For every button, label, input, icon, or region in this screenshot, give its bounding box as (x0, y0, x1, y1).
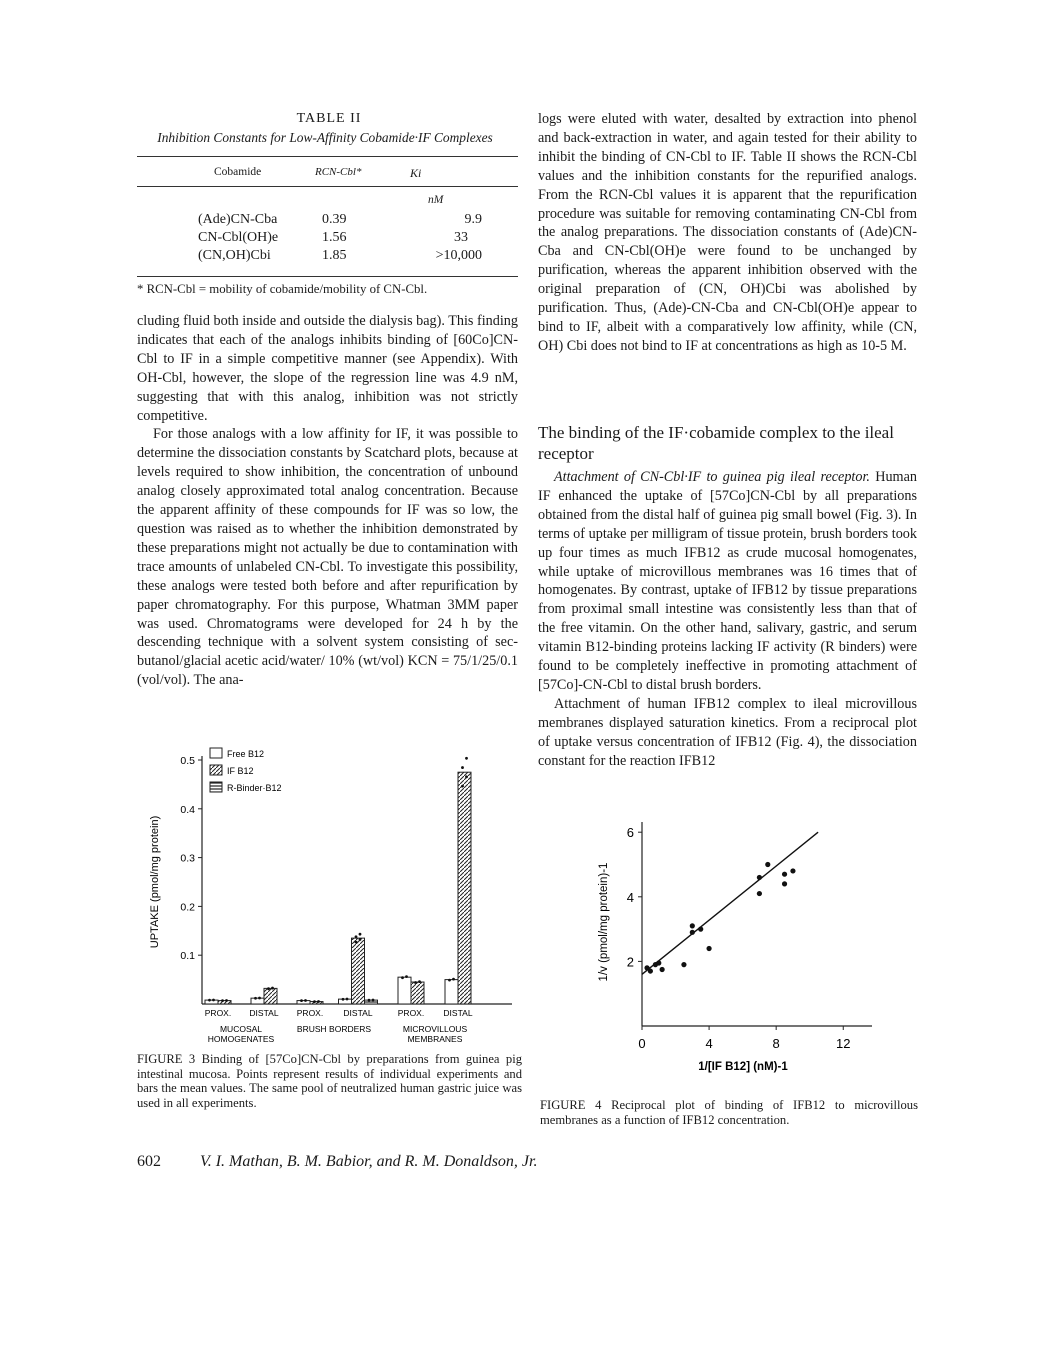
data-point (355, 941, 358, 944)
data-point (782, 872, 787, 877)
data-point (690, 930, 695, 935)
group-label: MICROVILLOUS (402, 1024, 468, 1034)
bar (365, 1000, 378, 1004)
x-tick-label: PROX. (204, 1008, 232, 1018)
figure-3-caption: FIGURE 3 Binding of [57Co]CN-Cbl by preparations from guinea pig intestinal mucosa. Points represent results of individual experiments and bars the mean values. The same pool of neutralized human gastric juice was used in all experiments. (137, 1052, 522, 1110)
right-column-text-2 (538, 468, 917, 771)
group-label: MUCOSAL (219, 1024, 263, 1034)
x-tick-label: PROX. (397, 1008, 425, 1018)
bar (445, 980, 458, 1004)
x-tick-label: 12 (836, 1036, 851, 1051)
table-header-ki: Ki (410, 166, 422, 180)
y-axis-label: 1/v (pmol/mg protein)-1 (598, 862, 610, 982)
section-heading: The binding of the IF·cobamide complex to the ileal receptor (538, 423, 894, 463)
x-tick-label: DISTAL (343, 1008, 373, 1018)
bar (205, 1000, 218, 1004)
data-point (317, 1000, 320, 1003)
data-point (656, 960, 661, 965)
bar (297, 1001, 310, 1004)
data-point (681, 962, 686, 967)
bar (398, 977, 411, 1004)
paragraph: For those analogs with a low affinity for IF, it was possible to determine the dissociation constants by Scatchard plots, because at levels required to show inhibition, the concentration of unbound analog closely approximated total analog concentration. Because the apparent affinity of these compounds for IF was so low, the question was raised as to whether the inhibition demonstrated by these preparations might not actually be due to contamination with trace amounts of unlabeled CN-Cbl. To investigate this possibility, these analogs were tested both before and after repurification by paper chromatography. For this purpose, Whatman 3MM paper was used. Chromatograms were developed for 24 h by the descending technique with a solvent system consisting of sec-butanol/glacial acetic acid/water/ 10% (wt/vol) KCN = 75/1/25/0.1 (vol/vol). The ana- (137, 426, 518, 689)
y-tick-label: 0.2 (180, 901, 195, 914)
footer-authors: V. I. Mathan, B. M. Babior, and R. M. Donaldson, Jr. (200, 1153, 538, 1170)
data-point (790, 868, 795, 873)
y-tick-label: 4 (626, 889, 634, 905)
left-column-text (137, 312, 518, 690)
y-tick-label: 0.1 (180, 950, 195, 963)
data-point (355, 935, 358, 938)
group-label: BRUSH BORDERS (296, 1024, 372, 1034)
data-point (452, 978, 455, 981)
data-point (465, 775, 468, 778)
figure-3-chart (140, 740, 530, 1052)
table-body (198, 211, 482, 265)
data-point (461, 785, 464, 788)
legend-label: R-Binder·B12 (227, 783, 282, 793)
paragraph: logs were eluted with water, desalted by extraction into phenol and back-extraction in water, and again tested for their ability to inhibit the binding of CN-Cbl to IF. Table II shows the RCN-Cbl values and the inhibition constants for the repurified analogs. From the RCN-Cbl values it is apparent that the repurification procedure was suitable for removing contaminating CN-Cbl from the analog preparations. The dissociation constants of (Ade)CN-Cba and CN-Cbl(OH)e were found to be unchanged by purification, whereas the apparent inhibition observed with the original preparation of (CN, OH)Cbi was abolished by purification. Thus, (Ade)-CN-Cba and CN-Cbl(OH)e appear to bind to IF, albeit with a comparatively low affinity, while (CN, OH) Cbi does not bind to IF at concentrations as high as 10-5 M. (538, 111, 917, 354)
bar (218, 1001, 231, 1004)
y-tick-label: 0.5 (180, 755, 195, 767)
data-point (225, 999, 228, 1002)
data-point (461, 766, 464, 769)
legend-label: IF B12 (227, 766, 254, 776)
bar (352, 938, 365, 1004)
legend-swatch (210, 765, 222, 775)
legend-label: Free B12 (227, 749, 265, 759)
table-footnote: * RCN-Cbl = mobility of cobamide/mobility of CN-Cbl. (137, 282, 428, 296)
data-point (648, 968, 653, 973)
data-point (254, 997, 257, 1000)
paragraph: cluding fluid both inside and outside the dialysis bag). This finding indicates that each of the analogs inhibits binding of [60Co]CN-Cbl to IF in a simple competitive manner (see Appendix). With OH-Cbl, however, the slope of the regression line was 4.9 nM, suggesting that with this analog, inhibition was not strictly competitive. (137, 313, 518, 424)
data-point (698, 927, 703, 932)
group-label: MEMBRANES (407, 1034, 463, 1044)
data-point (342, 998, 345, 1001)
data-point (258, 997, 261, 1000)
bar (251, 998, 264, 1004)
group-label: HOMOGENATES (207, 1034, 275, 1044)
bar (339, 999, 352, 1004)
x-tick-label: PROX. (296, 1008, 324, 1018)
data-point (690, 923, 695, 928)
data-point (212, 999, 215, 1002)
data-point (368, 999, 371, 1002)
figure-4-chart (585, 812, 885, 1088)
x-tick-label: DISTAL (249, 1008, 279, 1018)
regression-line (642, 832, 818, 974)
paragraph: Attachment of CN-Cbl·IF to guinea pig ileal receptor. Human IF enhanced the uptake of [57Co]CN-Cbl by all preparations obtained from the distal half of guinea pig small bowel (Fig. 3). In terms of uptake per milligram of tissue protein, brush borders took up four times as much IFB12 as crude mucosal homogenates, while uptake of microvillous membranes was 16 times that of homogenates. By contrast, uptake of IFB12 by tissue preparations from proximal small intestine was consistently less than that of the free vitamin. On the other hand, salivary, gastric, and serum vitamin B12-binding proteins lacking IF activity (R binders) were found to be completely ineffective in promoting attachment of [57Co]-CN-Cbl to distal brush borders. (538, 469, 917, 693)
page-number: 602 (137, 1153, 161, 1170)
data-point (359, 933, 362, 936)
data-point (757, 875, 762, 880)
data-point (405, 975, 408, 978)
data-point (782, 881, 787, 886)
x-tick-label: 8 (772, 1036, 780, 1051)
legend-swatch (210, 782, 222, 792)
y-tick-label: 2 (626, 954, 634, 970)
data-point (765, 862, 770, 867)
data-point (372, 999, 375, 1002)
y-tick-label: 6 (626, 825, 634, 841)
data-point (267, 987, 270, 990)
data-point (208, 999, 211, 1002)
y-axis-label: UPTAKE (pmol/mg protein) (149, 815, 161, 949)
data-point (448, 979, 451, 982)
data-point (304, 999, 307, 1002)
table-row: (Ade)CN-Cba 0.39 9.9 (198, 212, 482, 227)
figure-4-caption: FIGURE 4 Reciprocal plot of binding of IFB12 to microvillous membranes as a function of IFB12 concentration. (540, 1098, 918, 1127)
data-point (359, 938, 362, 941)
data-point (706, 946, 711, 951)
bar (310, 1002, 323, 1004)
bar (264, 988, 277, 1004)
x-tick-label: DISTAL (443, 1008, 473, 1018)
data-point (313, 1000, 316, 1003)
x-tick-label: 0 (638, 1036, 646, 1051)
x-axis-label: 1/[IF B12] (nM)-1 (698, 1061, 788, 1073)
data-point (757, 891, 762, 896)
data-point (465, 757, 468, 760)
data-point (660, 967, 665, 972)
legend-swatch (210, 748, 222, 758)
bar (458, 772, 471, 1004)
y-tick-label: 0.4 (180, 803, 195, 816)
data-point (221, 999, 224, 1002)
y-tick-label: 0.3 (180, 852, 195, 865)
paragraph: Attachment of human IFB12 complex to ileal microvillous membranes displayed saturation kinetics. From a reciprocal plot of uptake versus concentration of IFB12 (Fig. 4), the dissociation constant for the reaction IFB12 (538, 695, 917, 769)
table-title: TABLE II (296, 111, 362, 126)
bar (411, 982, 424, 1004)
table-unit: nM (428, 194, 444, 206)
data-point (401, 976, 404, 979)
table-header-cobamide: Cobamide (214, 166, 262, 178)
x-tick-label: 4 (705, 1036, 713, 1051)
table-row: CN-Cbl(OH)e 1.56 33 (198, 230, 468, 245)
right-column-text (538, 110, 917, 356)
data-point (418, 980, 421, 983)
data-point (346, 998, 349, 1001)
data-point (300, 999, 303, 1002)
table-subtitle: Inhibition Constants for Low-Affinity Cobamide·IF Complexes (157, 130, 493, 145)
table-row: (CN,OH)Cbi 1.85 >10,000 (198, 248, 482, 263)
data-point (271, 987, 274, 990)
data-point (414, 981, 417, 984)
table-header-r: RCN-Cbl* (315, 166, 362, 178)
